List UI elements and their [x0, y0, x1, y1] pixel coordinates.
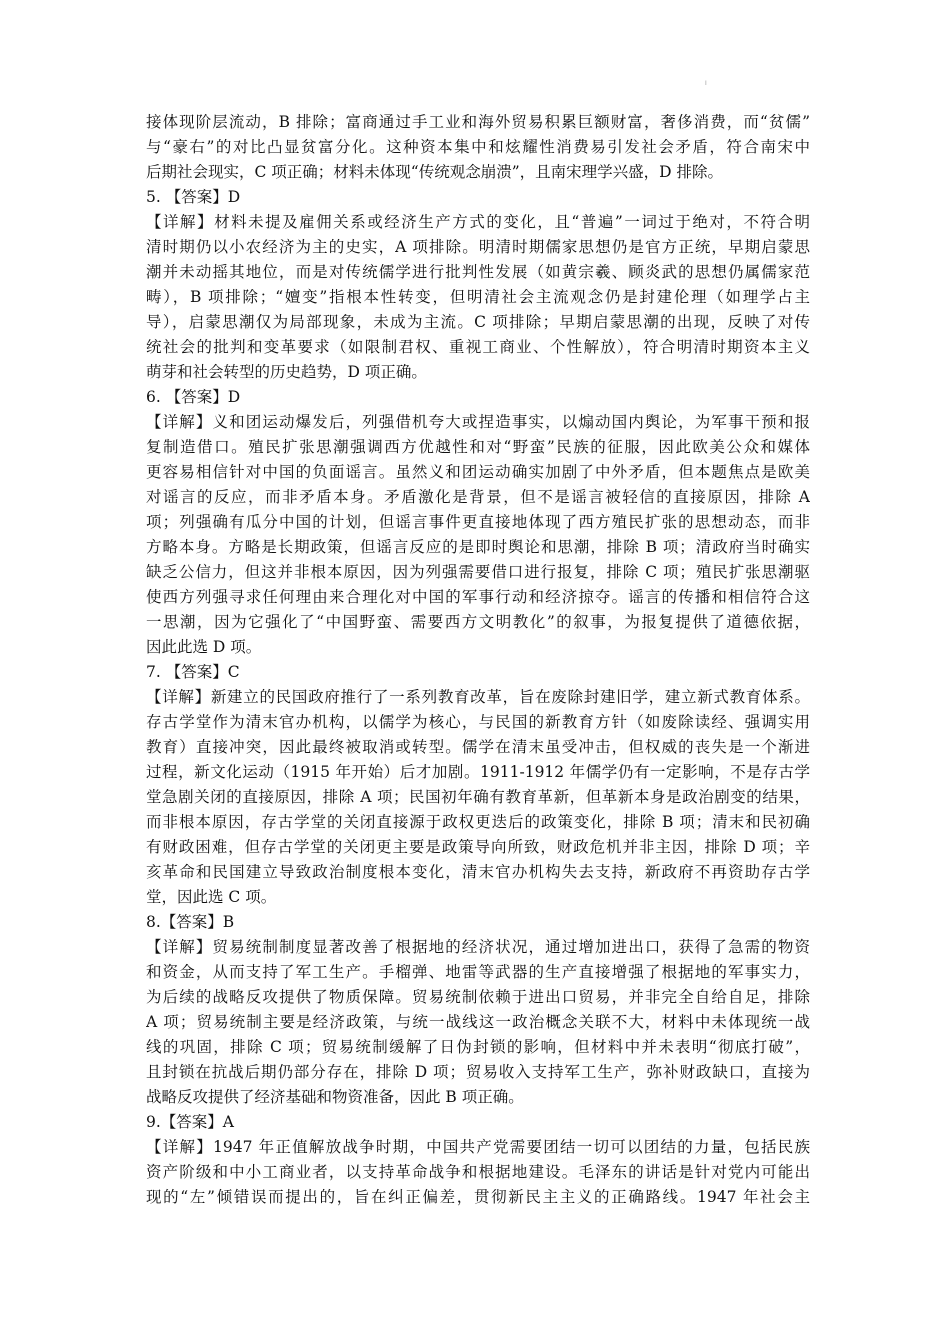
answer-explanations-text	[146, 110, 810, 1210]
text-line: 资产阶级和中小工商业者，以支持革命战争和根据地建设。毛泽东的讲话是针对党内可能出	[146, 1163, 810, 1181]
text-line: 9.【答案】A	[146, 1113, 234, 1131]
text-line: 项；列强确有瓜分中国的计划，但谣言事件更直接地体现了西方殖民扩张的思想动态，而非	[146, 513, 810, 531]
text-line: 和资金，从而支持了军工生产。手榴弹、地雷等武器的生产直接增强了根据地的军事实力，	[146, 963, 810, 981]
text-line: 萌芽和社会转型的历史趋势，D 项正确。	[146, 363, 427, 381]
text-line: 缺乏公信力，但这并非根本原因，因为列强需要借口进行报复，排除 C 项；殖民扩张思潮驱	[146, 563, 810, 581]
text-line: 对谣言的反应，而非矛盾本身。矛盾激化是背景，但不是谣言被轻信的直接原因，排除 A	[146, 488, 810, 506]
text-line: 后期社会现实，C 项正确；材料未体现“传统观念崩溃”，且南宋理学兴盛，D 排除。	[146, 163, 723, 181]
text-line: 7. 【答案】C	[146, 663, 240, 681]
text-line: 过程，新文化运动（1915 年开始）后才加剧。1911-1912 年儒学仍有一定影响，不是存古学	[146, 763, 810, 781]
text-line: 【详解】新建立的民国政府推行了一系列教育改革，旨在废除封建旧学，建立新式教育体系。	[146, 688, 810, 706]
text-line: 复制造借口。殖民扩张思潮强调西方优越性和对“野蛮”民族的征服，因此欧美公众和媒体	[146, 438, 810, 456]
text-line: 【详解】材料未提及雇佣关系或经济生产方式的变化，且“普遍”一词过于绝对，不符合明	[146, 213, 810, 231]
text-line: 存古学堂作为清末官办机构，以儒学为核心，与民国的新教育方针（如废除读经、强调实用	[146, 713, 810, 731]
text-line: 线的巩固，排除 C 项；贸易统制缓解了日伪封锁的影响，但材料中并未表明“彻底打破”，	[146, 1038, 810, 1056]
text-line: 6. 【答案】D	[146, 388, 241, 406]
text-line: 战略反攻提供了经济基础和物资准备，因此 B 项正确。	[146, 1088, 524, 1106]
text-line: 堂，因此选 C 项。	[146, 888, 277, 906]
text-line: 清时期仍以小农经济为主的史实，A 项排除。明清时期儒家思想仍是官方正统，早期启蒙思	[146, 238, 810, 256]
text-line: 畴），B 项排除；“嬗变”指根本性转变，但明清社会主流观念仍是封建伦理（如理学占主	[146, 288, 810, 306]
text-line: 8.【答案】B	[146, 913, 235, 931]
text-line: 与“豪右”的对比凸显贫富分化。这种资本集中和炫耀性消费易引发社会矛盾，符合南宋中	[146, 138, 810, 156]
text-line: 更容易相信针对中国的负面谣言。虽然义和团运动确实加剧了中外矛盾，但本题焦点是欧美	[146, 463, 810, 481]
text-line: 方略本身。方略是长期政策，但谣言反应的是即时舆论和思潮，排除 B 项；清政府当时确实	[146, 538, 810, 556]
text-line: 堂急剧关闭的直接原因，排除 A 项；民国初年确有教育革新，但革新本身是政治剧变的结果，	[146, 788, 810, 806]
text-line: 亥革命和民国建立导致政治制度根本变化，清末官办机构失去支持，新政府不再资助存古学	[146, 863, 810, 881]
text-line: 接体现阶层流动，B 排除；富商通过手工业和海外贸易积累巨额财富，奢侈消费，而“贫儒”	[146, 113, 810, 131]
text-line: 而非根本原因，存古学堂的关闭直接源于政权更迭后的政策变化，排除 B 项；清末和民初确	[146, 813, 810, 831]
text-line: 教育）直接冲突，因此最终被取消或转型。儒学在清末虽受冲击，但权威的丧失是一个渐进	[146, 738, 810, 756]
text-line: 【详解】贸易统制制度显著改善了根据地的经济状况，通过增加进出口，获得了急需的物资	[146, 938, 810, 956]
text-line: 潮并未动摇其地位，而是对传统儒学进行批判性发展（如黄宗羲、顾炎武的思想仍属儒家范	[146, 263, 810, 281]
text-line: A 项；贸易统制主要是经济政策，与统一战线这一政治概念关联不大，材料中未体现统一战	[146, 1013, 810, 1031]
text-line: 因此此选 D 项。	[146, 638, 262, 656]
page-mark: I	[705, 80, 707, 87]
text-line: 【详解】1947 年正值解放战争时期，中国共产党需要团结一切可以团结的力量，包括民族	[146, 1138, 810, 1156]
text-line: 且封锁在抗战后期仍部分存在，排除 D 项；贸易收入支持军工生产，弥补财政缺口，直接为	[146, 1063, 810, 1081]
text-line: 有财政困难，但存古学堂的关闭更主要是政策导向所致，财政危机并非主因，排除 D 项；辛	[146, 838, 810, 856]
text-line: 5. 【答案】D	[146, 188, 241, 206]
text-line: 导），启蒙思潮仅为局部现象，未成为主流。C 项排除；早期启蒙思潮的出现，反映了对传	[146, 313, 810, 331]
text-line: 现的“左”倾错误而提出的，旨在纠正偏差，贯彻新民主主义的正确路线。1947 年社会主	[146, 1188, 810, 1206]
text-line: 一思潮，因为它强化了“中国野蛮、需要西方文明教化”的叙事，为报复提供了道德依据，	[146, 613, 810, 631]
text-line: 使西方列强寻求任何理由来合理化对中国的军事行动和经济掠夺。谣言的传播和相信符合这	[146, 588, 810, 606]
text-line: 【详解】义和团运动爆发后，列强借机夸大或捏造事实，以煽动国内舆论，为军事干预和报	[146, 413, 810, 431]
text-line: 统社会的批判和变革要求（如限制君权、重视工商业、个性解放），符合明清时期资本主义	[146, 338, 810, 356]
text-line: 为后续的战略反攻提供了物质保障。贸易统制依赖于进出口贸易，并非完全自给自足，排除	[146, 988, 810, 1006]
